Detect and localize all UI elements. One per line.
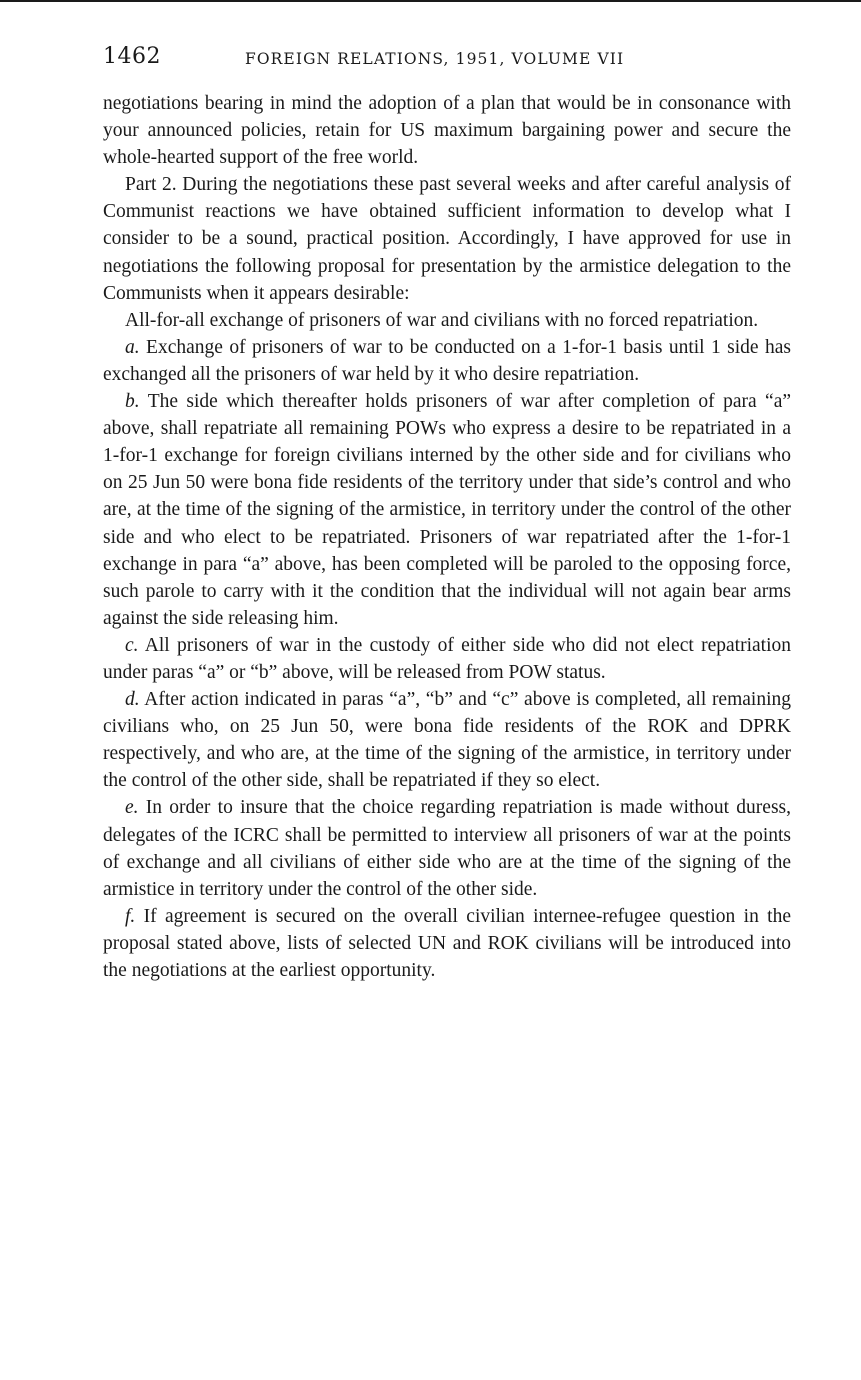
running-head: FOREIGN RELATIONS, 1951, VOLUME VII [245,50,625,68]
paragraph-label: b. [125,391,140,413]
top-rule [0,0,861,2]
paragraph-text: In order to insure that the choice regarding repatriation is made without duress, delegates of the ICRC shall be permitted to interview all prisoners of war at the points of exchange and all civilians of either side who are at the time of the signing of the armistice in territory under the control of the other side. [103,797,792,900]
paragraph-continuation [103,90,791,171]
paragraph-label: c. [125,634,139,656]
paragraph-text: All prisoners of war in the custody of either side who did not elect repatriation under paras “a” or “b” above, will be released from POW status. [103,634,791,683]
page-header [103,44,791,76]
paragraph-text: If agreement is secured on the overall civilian internee-refugee question in the proposal stated above, lists of selected UN and ROK civilians will be introduced into the negotiations at the earliest opportunity. [103,905,792,981]
paragraph-text: After action indicated in paras “a”, “b” and “c” above is completed, all remaining civilians who, on 25 Jun 50, were bona fide residents of the ROK and DPRK respectively, and who are, at the time of the signing of the armistice, in territory under the control of the other side, shall be repatriated if they so elect. [103,689,791,792]
paragraph-label: e. [125,797,139,819]
paragraph-e [103,794,791,902]
paragraph-c [103,632,791,686]
paragraph-label: d. [125,689,140,711]
paragraph-part-2 [103,171,791,306]
paragraph-text: All-for-all exchange of prisoners of war and civilians with no forced repatriation. [125,309,759,331]
paragraph-label: f. [125,905,136,927]
paragraph-label: a. [125,336,140,358]
paragraph-proposal [103,307,791,334]
paragraph-b [103,388,791,632]
page-number: 1462 [103,44,161,69]
paragraph-text: Part 2. During the negotiations these past several weeks and after careful analysis of Communist reactions we have obtained sufficient information to develop what I consider to be a sound, practical position. Accordingly, I have approved for use in negotiations the following proposal for presentation by the armistice delegation to the Communists when it appears desirable: [103,174,791,304]
paragraph-f [103,903,791,984]
paragraph-text: Exchange of prisoners of war to be conducted on a 1-for-1 basis until 1 side has exchanged all the prisoners of war held by it who desire repatriation. [103,336,792,385]
paragraph-text: negotiations bearing in mind the adoption of a plan that would be in consonance with your announced policies, retain for US maximum bargaining power and secure the whole-hearted support of the free world. [103,93,791,169]
paragraph-a [103,334,791,388]
body-text [103,90,791,984]
paragraph-text: The side which thereafter holds prisoners of war after completion of para “a” above, shall repatriate all remaining POWs who express a desire to be repatriated in a 1-for-1 exchange for foreign civilians interned by the other side and for civilians who on 25 Jun 50 were bona fide residents of the territory under that side’s control and who are, at the time of the signing of the armistice, in territory under the control of the other side and who elect to be repatriated. Prisoners of war repatriated after the 1-for-1 exchange in para “a” above, has been completed will be paroled to the opposing force, such parole to carry with it the condition that the individual will not again bear arms against the side releasing him. [103,391,792,629]
paragraph-d [103,686,791,794]
